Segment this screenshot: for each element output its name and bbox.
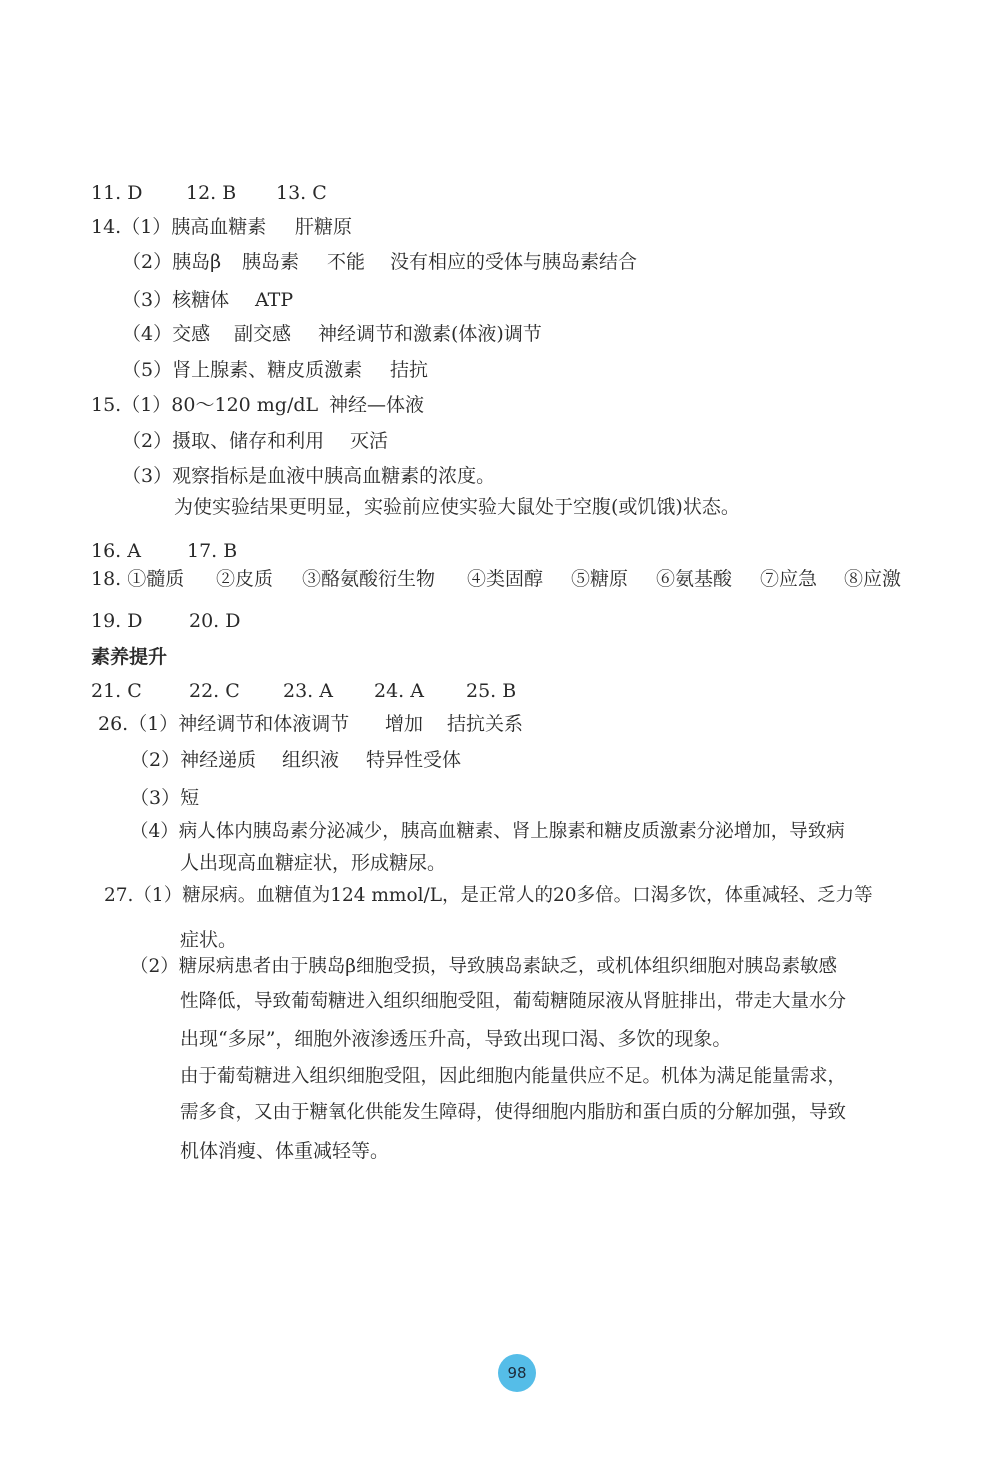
answer-27-1-a: 27.（1）糖尿病。血糖值为124 mmol/L，是正常人的20多倍。口渴多饮，体重减轻、乏力等 [104, 885, 873, 906]
section-title: 素养提升 [91, 646, 168, 668]
answer-18-6: ⑥氨基酸 [656, 568, 733, 590]
answer-14-2-b: 胰岛素 [242, 251, 300, 273]
answer-15-2-b: 灭活 [350, 430, 389, 452]
answer-15-1-a: 15.（1）80～120 mg/dL [91, 394, 319, 416]
answer-13: 13. C [276, 182, 327, 204]
answer-14-5-a: （5）肾上腺素、糖皮质激素 [122, 359, 363, 381]
answer-14-1-b: 肝糖原 [295, 216, 353, 238]
answer-27-2-d: 由于葡萄糖进入组织细胞受阻，因此细胞内能量供应不足。机体为满足能量需求， [180, 1066, 847, 1087]
answer-15-3-b: 为使实验结果更明显，实验前应使实验大鼠处于空腹(或饥饿)状态。 [174, 496, 740, 518]
answer-14-2-c: 不能 [327, 251, 366, 273]
answer-14-2-d: 没有相应的受体与胰岛素结合 [390, 251, 638, 273]
answer-18-3: ③酪氨酸衍生物 [302, 568, 436, 590]
answer-18-7: ⑦应急 [760, 568, 818, 590]
answer-14-3-a: （3）核糖体 [122, 289, 230, 311]
answer-14-5-b: 拮抗 [390, 359, 429, 381]
answer-15-3-a: （3）观察指标是血液中胰高血糖素的浓度。 [122, 465, 496, 487]
answer-19: 19. D [91, 610, 143, 632]
answer-14-2-a: （2）胰岛β [122, 251, 222, 273]
answer-20: 20. D [189, 610, 241, 632]
answer-26-1-c: 拮抗关系 [447, 713, 524, 735]
answer-27-1-b: 症状。 [180, 929, 238, 951]
answer-27-2-f: 机体消瘦、体重减轻等。 [180, 1140, 390, 1162]
answer-18-1: 18. ①髓质 [91, 568, 185, 590]
answer-22: 22. C [189, 680, 240, 702]
answer-17: 17. B [187, 540, 238, 562]
answer-25: 25. B [466, 680, 517, 702]
answer-18-2: ②皮质 [216, 568, 274, 590]
answer-21: 21. C [91, 680, 142, 702]
page-number: 98 [498, 1354, 536, 1392]
answer-26-1-b: 增加 [385, 713, 424, 735]
answer-18-5: ⑤糖原 [571, 568, 629, 590]
answer-14-3-b: ATP [255, 289, 294, 311]
answer-27-2-a: （2）糖尿病患者由于胰岛β细胞受损，导致胰岛素缺乏，或机体组织细胞对胰岛素敏感 [130, 956, 837, 977]
answer-15-2-a: （2）摄取、储存和利用 [122, 430, 325, 452]
answer-26-2-b: 组织液 [282, 749, 340, 771]
answer-14-1-a: 14.（1）胰高血糖素 [91, 216, 267, 238]
answer-14-4-c: 神经调节和激素(体液)调节 [318, 323, 542, 345]
answer-27-2-c: 出现“多尿”，细胞外液渗透压升高，导致出现口渴、多饮的现象。 [180, 1028, 732, 1050]
answer-14-4-b: 副交感 [234, 323, 292, 345]
answer-16: 16. A [91, 540, 141, 562]
answer-11: 11. D [91, 182, 143, 204]
answer-27-2-e: 需多食，又由于糖氧化供能发生障碍，使得细胞内脂肪和蛋白质的分解加强，导致 [180, 1102, 847, 1123]
answer-23: 23. A [283, 680, 333, 702]
answer-12: 12. B [186, 182, 237, 204]
answer-15-1-b: 神经—体液 [329, 394, 425, 416]
answer-26-4-b: 人出现高血糖症状，形成糖尿。 [180, 852, 447, 874]
answer-26-1-a: 26.（1）神经调节和体液调节 [98, 713, 350, 735]
answer-18-4: ④类固醇 [467, 568, 544, 590]
answer-14-4-a: （4）交感 [122, 323, 211, 345]
answer-24: 24. A [374, 680, 424, 702]
answer-26-3: （3）短 [130, 787, 200, 809]
answer-26-2-c: 特异性受体 [366, 749, 462, 771]
answer-27-2-b: 性降低，导致葡萄糖进入组织细胞受阻，葡萄糖随尿液从肾脏排出，带走大量水分 [180, 991, 847, 1012]
answer-26-4-a: （4）病人体内胰岛素分泌减少，胰高血糖素、肾上腺素和糖皮质激素分泌增加，导致病 [130, 821, 845, 842]
answer-26-2-a: （2）神经递质 [130, 749, 257, 771]
answer-18-8: ⑧应激 [844, 568, 902, 590]
